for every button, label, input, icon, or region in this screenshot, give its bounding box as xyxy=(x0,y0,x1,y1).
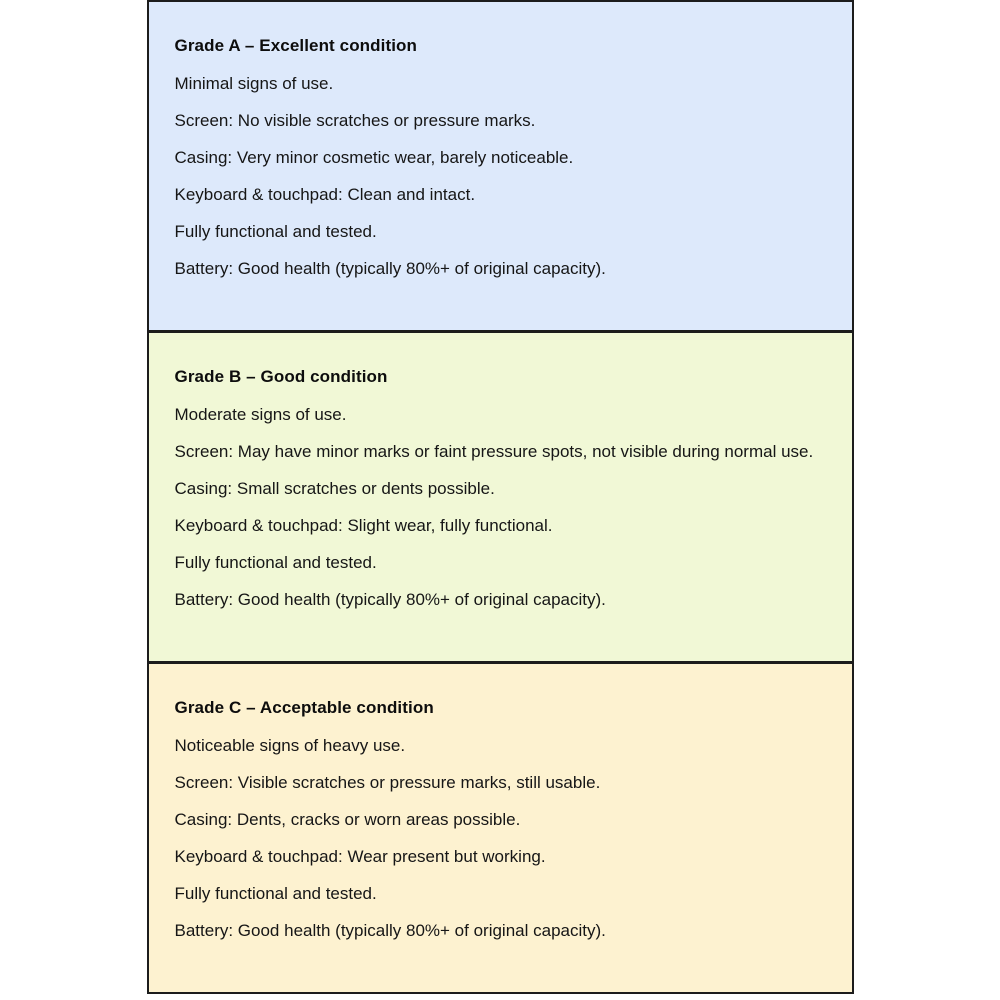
grade-a-panel xyxy=(147,0,854,332)
grade-b-line: Moderate signs of use. xyxy=(174,405,347,424)
grade-a-line: Screen: No visible scratches or pressure marks. xyxy=(174,111,536,130)
grade-c-line: Casing: Dents, cracks or worn areas possible. xyxy=(174,810,521,829)
grade-a-line: Minimal signs of use. xyxy=(174,74,334,93)
grade-b-line: Fully functional and tested. xyxy=(174,553,377,572)
grade-a-line: Fully functional and tested. xyxy=(174,222,377,241)
grade-c-line: Noticeable signs of heavy use. xyxy=(174,736,406,755)
grade-c-line: Battery: Good health (typically 80%+ of original capacity). xyxy=(174,921,606,940)
grade-c-panel xyxy=(147,662,854,994)
grade-b-line: Casing: Small scratches or dents possible. xyxy=(174,479,495,498)
grade-b-line: Screen: May have minor marks or faint pressure spots, not visible during normal use. xyxy=(174,442,814,461)
grade-a-line: Keyboard & touchpad: Clean and intact. xyxy=(174,185,476,204)
grade-a-line: Battery: Good health (typically 80%+ of original capacity). xyxy=(174,259,606,278)
grade-c-line: Screen: Visible scratches or pressure marks, still usable. xyxy=(174,773,601,792)
grade-c-line: Fully functional and tested. xyxy=(174,884,377,903)
grade-b-panel xyxy=(147,331,854,663)
grade-b-title: Grade B – Good condition xyxy=(174,367,388,386)
grade-c-line: Keyboard & touchpad: Wear present but working. xyxy=(174,847,546,866)
grade-b-line: Battery: Good health (typically 80%+ of original capacity). xyxy=(174,590,606,609)
grade-a-title: Grade A – Excellent condition xyxy=(174,36,418,55)
grade-a-line: Casing: Very minor cosmetic wear, barely noticeable. xyxy=(174,148,574,167)
grade-panels-container xyxy=(147,0,854,994)
grade-c-title: Grade C – Acceptable condition xyxy=(174,698,434,717)
grade-b-line: Keyboard & touchpad: Slight wear, fully functional. xyxy=(174,516,553,535)
